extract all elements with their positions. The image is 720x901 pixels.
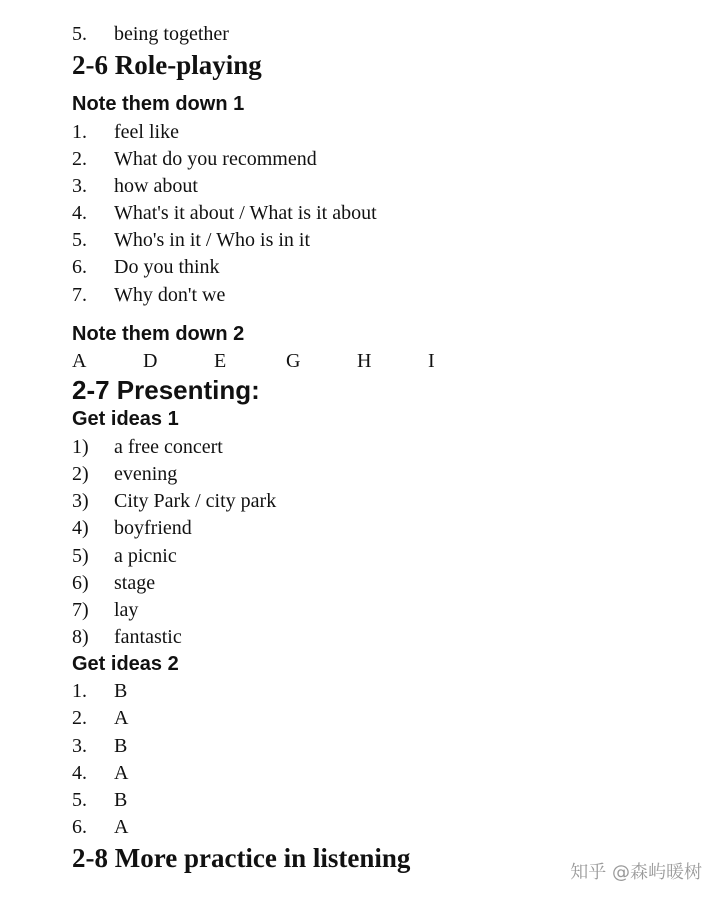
subheading-get-ideas-2: Get ideas 2 (72, 653, 179, 675)
list-item (72, 22, 229, 46)
answer-letter: D (143, 350, 158, 372)
list-item (72, 147, 317, 171)
item-text: A (114, 762, 129, 784)
list-item (72, 201, 377, 225)
item-number: 5. (72, 789, 87, 811)
item-text: stage (114, 572, 156, 594)
section-heading-2-8: 2-8 More practice in listening (72, 843, 411, 873)
item-number: 5. (72, 23, 87, 45)
subheading-note-them-down-1: Note them down 1 (72, 93, 245, 115)
answer-letter: G (286, 350, 301, 372)
item-text: B (114, 735, 128, 757)
list-item (72, 283, 225, 307)
item-number: 4. (72, 762, 87, 784)
item-number: 4) (72, 517, 89, 539)
section-heading-2-6: 2-6 Role-playing (72, 50, 262, 80)
list-item (72, 435, 223, 459)
item-number: 2. (72, 707, 87, 729)
item-text: evening (114, 463, 178, 485)
item-number: 1) (72, 436, 89, 458)
list-item (72, 598, 138, 622)
item-number: 6. (72, 256, 87, 278)
item-text: lay (114, 599, 139, 621)
item-text: B (114, 680, 128, 702)
source-watermark: 知乎 @森屿暖树 (570, 862, 702, 883)
list-item (72, 489, 276, 513)
list-item (72, 788, 127, 812)
item-text: Do you think (114, 256, 220, 278)
section-heading-2-7: 2-7 Presenting: (72, 375, 260, 405)
item-number: 4. (72, 202, 87, 224)
item-number: 1. (72, 121, 87, 143)
item-number: 7) (72, 599, 89, 621)
list-item (72, 516, 192, 540)
list-item (72, 462, 177, 486)
item-text: a picnic (114, 545, 177, 567)
item-number: 6) (72, 572, 89, 594)
item-text: A (114, 707, 129, 729)
item-number: 5) (72, 545, 89, 567)
list-item (72, 679, 127, 703)
item-number: 8) (72, 626, 89, 648)
item-number: 1. (72, 680, 87, 702)
item-number: 2. (72, 148, 87, 170)
list-item (72, 571, 155, 595)
answer-letter: E (214, 350, 227, 372)
item-text: boyfriend (114, 517, 192, 539)
item-text: Why don't we (114, 284, 226, 306)
list-item (72, 734, 127, 758)
item-text: how about (114, 175, 198, 197)
answer-letter: I (428, 350, 435, 372)
subheading-note-them-down-2: Note them down 2 (72, 323, 245, 345)
item-number: 5. (72, 229, 87, 251)
answer-letter: A (72, 350, 87, 372)
list-item (72, 815, 128, 839)
item-number: 3. (72, 175, 87, 197)
list-item (72, 228, 310, 252)
item-text: City Park / city park (114, 490, 277, 512)
item-text: Who's in it / Who is in it (114, 229, 311, 251)
subheading-get-ideas-1: Get ideas 1 (72, 408, 179, 430)
item-text: B (114, 789, 128, 811)
item-text: being together (114, 23, 229, 45)
item-number: 2) (72, 463, 89, 485)
item-text: fantastic (114, 626, 182, 648)
list-item (72, 255, 220, 279)
list-item (72, 544, 177, 568)
item-number: 3. (72, 735, 87, 757)
item-text: What do you recommend (114, 148, 317, 170)
item-text: A (114, 816, 129, 838)
answer-letter: H (357, 350, 372, 372)
list-item (72, 706, 128, 730)
item-text: What's it about / What is it about (114, 202, 377, 224)
list-item (72, 761, 128, 785)
item-number: 7. (72, 284, 87, 306)
item-number: 6. (72, 816, 87, 838)
list-item (72, 120, 179, 144)
item-text: a free concert (114, 436, 223, 458)
item-text: feel like (114, 121, 179, 143)
list-item (72, 174, 198, 198)
list-item (72, 625, 182, 649)
item-number: 3) (72, 490, 89, 512)
